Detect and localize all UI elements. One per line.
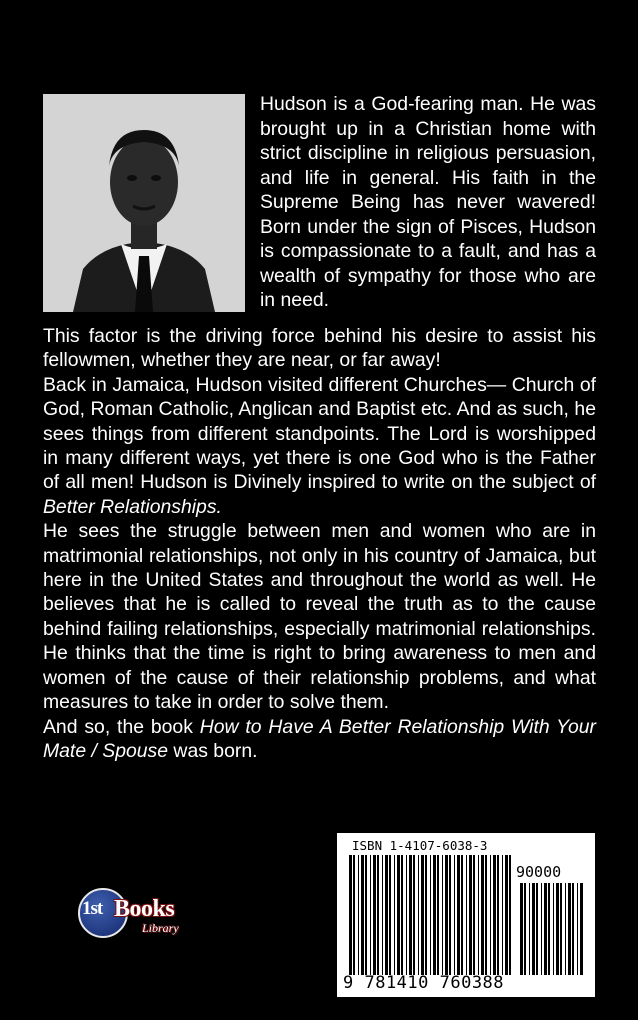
book-subject: Better Relationships.	[43, 495, 222, 518]
bio-paragraph	[43, 373, 596, 519]
author-bio-body	[43, 324, 596, 763]
bio-paragraph: He sees the struggle between men and women who are in matrimonial relationships, not only in his country of Jamaica, but here in the United States and throughout the world as well. He believes that he is called to reveal the truth as to the cause behind failing relationships, especially matrimonial relationships. He thinks that the time is right to bring awareness to men and women of the cause of their relationship problems, and what measures to take in order to solve them.	[43, 520, 596, 714]
ean-bars	[349, 855, 513, 975]
bio-text: Back in Jamaica, Hudson visited different Churches— Church of God, Roman Catholic, Anglican and Baptist etc. And as such, he sees things from different standpoints. The Lord is worshipped in many different ways, yet there is one God who is the Father of all men! Hudson is Divinely inspired to write on the subject of	[43, 373, 596, 494]
logo-books-text: Books	[114, 896, 175, 922]
logo-first-text: 1st	[82, 898, 103, 919]
bio-text: And so, the book	[43, 715, 200, 738]
author-intro: Hudson is a God-fearing man. He was brought up in a Christian home with strict discipline in religious persuasion, and life in general. His faith in the Supreme Being has never wavered! Born under the sign of Pisces, Hudson is compassionate to a fault, and has a wealth of sympathy for those who are in need.	[260, 93, 596, 311]
author-photo	[43, 94, 245, 312]
bio-paragraph: This factor is the driving force behind his desire to assist his fellowmen, whether they are near, or far away!	[43, 325, 596, 372]
bio-text: was born.	[168, 739, 258, 762]
addon-bars	[520, 883, 586, 975]
ean-number: 9 781410 760388	[343, 973, 505, 993]
book-title: How to Have A Better Relationship With Your Mate / Spouse	[43, 715, 596, 762]
logo-library-text: Library	[142, 921, 179, 935]
isbn-barcode	[337, 833, 595, 997]
publisher-logo	[78, 888, 198, 940]
price-code: 90000	[516, 863, 562, 881]
bio-paragraph	[43, 715, 596, 764]
isbn-number: ISBN 1-4107-6038-3	[352, 838, 488, 853]
